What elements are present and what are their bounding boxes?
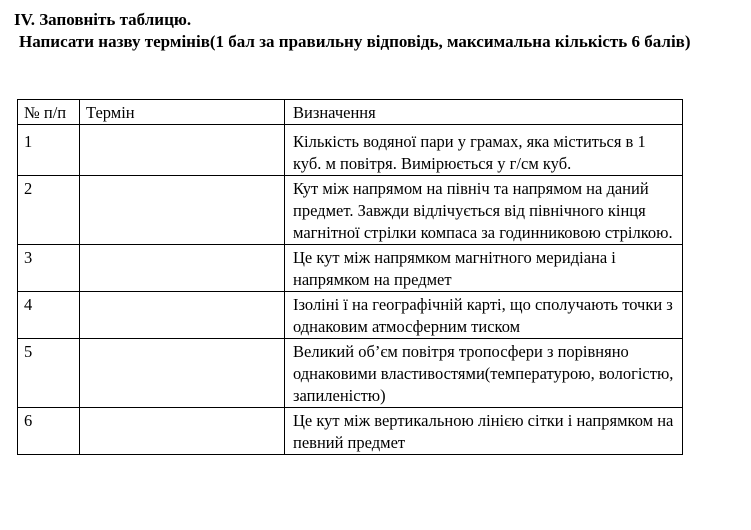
definition-cell: Великий об’єм повітря тропосфери з порівняно однаковими властивостями(температурою, вологістю, запиленістю) bbox=[285, 339, 683, 408]
table-row bbox=[18, 339, 683, 408]
task-instruction: Написати назву термінів(1 бал за правильну відповідь, максимальна кількість 6 балів) bbox=[19, 32, 691, 51]
definition-cell: Ізоліні ї на географічній карті, що сполучають точки з однаковим атмосферним тиском bbox=[285, 292, 683, 339]
row-number: 4 bbox=[18, 292, 80, 339]
header-definition: Визначення bbox=[285, 100, 683, 125]
table-row bbox=[18, 176, 683, 245]
header-term: Термін bbox=[80, 100, 285, 125]
terms-table bbox=[17, 99, 683, 455]
term-cell[interactable] bbox=[80, 292, 285, 339]
task-title: IV. Заповніть таблицю. bbox=[14, 10, 192, 29]
term-cell[interactable] bbox=[80, 245, 285, 292]
row-number: 3 bbox=[18, 245, 80, 292]
table-row bbox=[18, 125, 683, 176]
table-row bbox=[18, 408, 683, 455]
term-cell[interactable] bbox=[80, 176, 285, 245]
row-number: 6 bbox=[18, 408, 80, 455]
term-cell[interactable] bbox=[80, 408, 285, 455]
table-row bbox=[18, 245, 683, 292]
task-heading bbox=[14, 9, 744, 53]
term-cell[interactable] bbox=[80, 339, 285, 408]
table-row bbox=[18, 292, 683, 339]
definition-cell: Це кут між вертикальною лінією сітки і напрямком на певний предмет bbox=[285, 408, 683, 455]
term-cell[interactable] bbox=[80, 125, 285, 176]
definition-cell: Кут між напрямом на північ та напрямом на даний предмет. Завжди відлічується від північного кінця магнітної стрілки компаса за годинниковою стрілкою. bbox=[285, 176, 683, 245]
definition-cell: Кількість водяної пари у грамах, яка міститься в 1 куб. м повітря. Вимірюється у г/см куб. bbox=[285, 125, 683, 176]
row-number: 5 bbox=[18, 339, 80, 408]
header-number: № п/п bbox=[18, 100, 80, 125]
row-number: 1 bbox=[18, 125, 80, 176]
table-header-row bbox=[18, 100, 683, 125]
row-number: 2 bbox=[18, 176, 80, 245]
definition-cell: Це кут між напрямком магнітного меридіана і напрямком на предмет bbox=[285, 245, 683, 292]
